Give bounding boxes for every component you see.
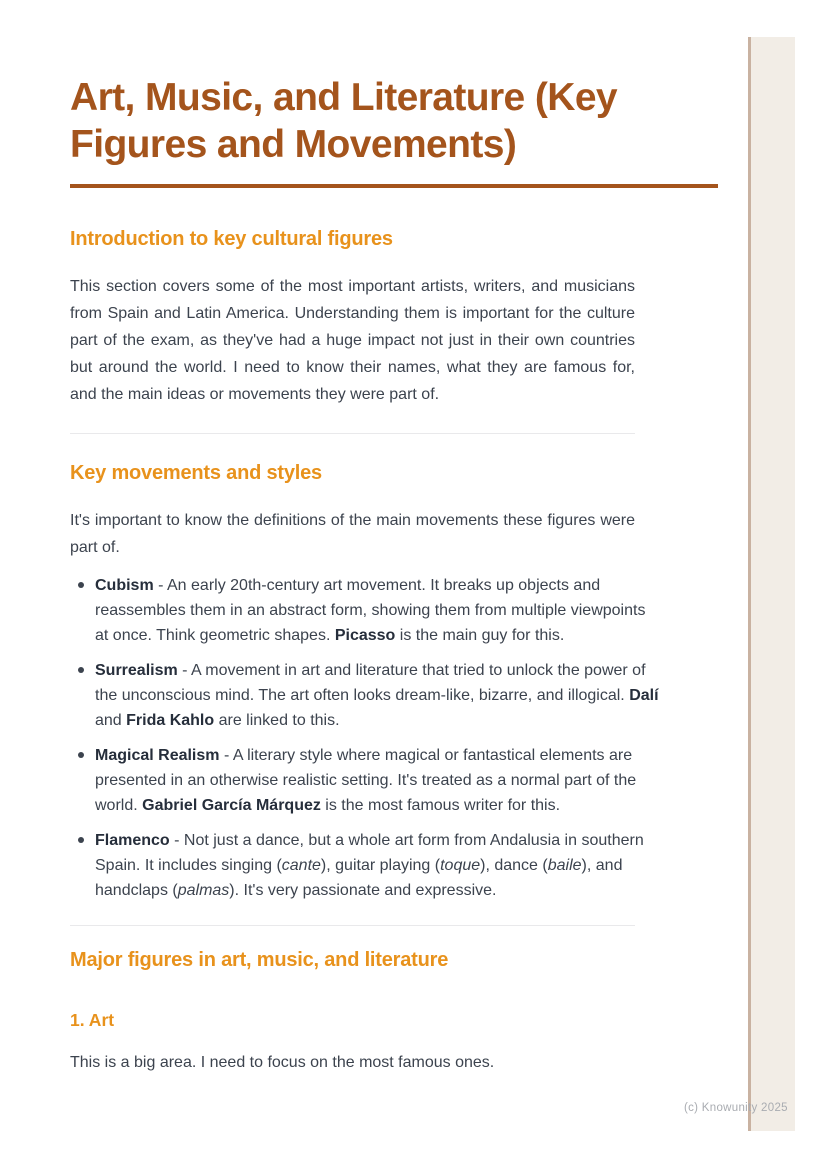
list-item-surrealism — [70, 658, 660, 733]
list-item-text: Cubism - An early 20th-century art movement. It breaks up objects and reassembles them in an abstract form, showing them from multiple viewpoints at once. Think geometric shapes. Picasso is the main guy for this. — [95, 577, 646, 644]
list-item-text: Flamenco - Not just a dance, but a whole art form from Andalusia in southern Spain. It includes singing (cante), guitar playing (toque), dance (baile), and handclaps (palmas). It's very passionate and expressive. — [95, 832, 644, 899]
document-content — [70, 0, 718, 1076]
list-item-magical-realism — [70, 743, 660, 818]
intro-paragraph: This section covers some of the most important artists, writers, and musicians from Spain and Latin America. Understanding them is important for the culture part of the exam, as they've had a huge impact not just in their own countries but around the world. I need to know their names, what they are famous for, and the main ideas or movements they were part of. — [70, 278, 635, 403]
list-item-flamenco — [70, 828, 660, 903]
bullet-dot — [78, 582, 84, 588]
bullet-dot — [78, 837, 84, 843]
section-divider — [70, 925, 635, 926]
movements-lead-paragraph: It's important to know the definitions of the main movements these figures were part of. — [70, 512, 635, 556]
list-item-text: Surrealism - A movement in art and literature that tried to unlock the power of the unconscious mind. The art often looks dream-like, bizarre, and illogical. Dalí and Frida Kahlo are linked to this. — [95, 662, 659, 729]
next-page-edge-strip — [748, 37, 795, 1131]
bullet-dot — [78, 667, 84, 673]
sub-heading-art: 1. Art — [70, 1010, 115, 1030]
list-item-cubism — [70, 573, 660, 648]
page-title: Art, Music, and Literature (Key Figures and Movements) — [70, 76, 618, 166]
title-rule-divider — [70, 184, 718, 188]
movements-list — [70, 573, 660, 903]
watermark-text: (c) Knowunity 2025 — [684, 1102, 788, 1114]
section-divider — [70, 433, 635, 434]
list-item-text: Magical Realism - A literary style where magical or fantastical elements are presented in an otherwise realistic setting. It's treated as a normal part of the world. Gabriel García Márquez is the most famous writer for this. — [95, 747, 637, 814]
section-heading-movements: Key movements and styles — [70, 462, 322, 484]
section-heading-major-figures: Major figures in art, music, and literature — [70, 949, 449, 971]
figures-paragraph: This is a big area. I need to focus on the most famous ones. — [70, 1054, 495, 1071]
section-heading-introduction: Introduction to key cultural figures — [70, 228, 393, 250]
bullet-dot — [78, 752, 84, 758]
